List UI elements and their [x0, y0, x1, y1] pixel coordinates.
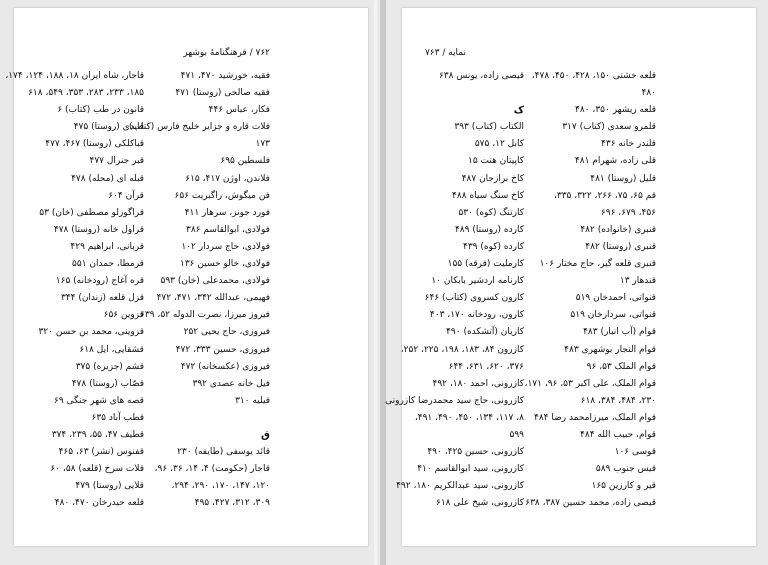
- index-entry: قیر و کارزین ۱۶۵: [591, 481, 656, 492]
- index-entry: قرمطا، حمدان ۵۵۱: [72, 259, 144, 270]
- index-entry: قوام الملک، علی اکبر ۵۳، ۹۶، ۱۷۱،: [524, 378, 656, 389]
- index-entry: قبر جنرال ۴۷۷: [89, 156, 144, 167]
- index-entry: قیصی زاده، یونس ۶۳۸: [438, 71, 524, 81]
- index-entry: قاجار (حکومت) ۴، ۱۴، ۳۶، ۹۶،: [154, 464, 270, 475]
- index-entry: فیروزی (عکسخانه) ۴۷۲: [180, 361, 270, 372]
- index-entry: قلعه خشتی ۱۵۰، ۴۲۸، ۴۵۰، ۴۷۸،: [531, 71, 656, 81]
- index-entry: قلات سرخ (قلعه) ۵۸، ۶۰: [50, 464, 144, 475]
- index-entry: ۴۸۰: [641, 88, 656, 99]
- index-entry: فیروزی، حسین ۳۳۳، ۴۷۲: [175, 344, 270, 355]
- index-entry: قبله ای (محله) ۴۷۸: [71, 173, 144, 184]
- index-entry: قم ۶۵، ۷۵، ۲۶۶، ۳۲۲، ۳۳۵،: [553, 190, 656, 201]
- index-entry: کاخ برازجان ۴۸۷: [461, 173, 524, 184]
- spacer: [150, 410, 270, 427]
- index-entry: ۳۷۶، ۶۲۰، ۶۳۱، ۶۴۴: [448, 361, 524, 372]
- index-entry: قطب آباد ۶۳۵: [91, 412, 144, 423]
- index-entry: قنبری قلعه گیر، حاج مختار ۱۰۶: [539, 259, 656, 270]
- index-entry: فولادی، ابوالقاسم ۳۸۶: [185, 224, 270, 235]
- right-page: [385, 8, 756, 546]
- index-entry: قفنوس (نشر) ۶۳، ۴۶۵: [58, 447, 144, 458]
- index-entry: ۳۰۹، ۳۱۲، ۴۲۷، ۴۹۵: [194, 498, 270, 509]
- index-column-right: [129, 68, 270, 512]
- index-entry: کازرون ۸۴، ۱۸۳، ۱۹۸، ۲۲۵، ۲۵۲،: [400, 344, 524, 355]
- index-entry: قلمرو سعدی (کتاب) ۳۱۷: [562, 122, 656, 133]
- page-gutter-shadow: [374, 0, 377, 565]
- index-entry: قاجار، شاه ایران ۱۸، ۱۸۸، ۱۲۴، ۱۷۴،: [5, 71, 144, 81]
- book-spine: [380, 0, 386, 565]
- index-entry: کازرونی، حسین ۴۲۵، ۴۹۰: [427, 447, 524, 458]
- index-entry: کارون، رودخانه ۱۷۰، ۴۰۳: [429, 310, 524, 321]
- index-entry: قیس جنوب ۵۸۹: [595, 464, 656, 475]
- index-entry: کاپیتان هنت ۱۵: [467, 156, 524, 167]
- index-entry: فیل خانه عصدی ۳۹۲: [192, 378, 270, 389]
- index-entry: فیلیه ۳۱۰: [235, 395, 270, 406]
- index-entry: فورد جونز، سرهار ۴۱۱: [184, 207, 270, 218]
- index-entry: ۱۸۵، ۲۳۳، ۲۸۳، ۳۵۳، ۵۴۹، ۶۱۸: [28, 88, 144, 99]
- index-entry: قباکلکی (روستا) ۴۶۷، ۴۷۷: [45, 139, 144, 150]
- index-entry: قنواتی، سردارخان ۵۱۹: [570, 310, 656, 321]
- index-entry: قلعه حیدرخان ۴۷۰، ۴۸۰: [54, 498, 144, 509]
- index-entry: قوام الملک ۵۳، ۹۶: [586, 361, 656, 372]
- index-entry: کارده (کوه) ۴۳۹: [462, 241, 524, 252]
- index-column-left: [5, 68, 144, 512]
- index-entry: فلات قاره و جزایر خلیج فارس (کتاب): [129, 122, 270, 133]
- index-entry: قوام التجار بوشهری ۴۸۳: [564, 344, 656, 355]
- index-entry: ۲۳۰، ۴۸۴، ۳۸۴، ۶۱۸: [580, 395, 656, 406]
- index-entry: کازرونی، شیخ علی ۶۱۸: [436, 498, 524, 509]
- index-entry: قربانی، ابراهیم ۴۲۹: [70, 241, 144, 252]
- index-entry: کارنامه اردشیر بابکان ۱۰: [431, 276, 524, 287]
- index-entry: فهیمی، عبدالله ۳۴۲، ۴۷۱، ۴۷۲: [156, 293, 270, 304]
- index-entry: ۵۹۹: [509, 429, 524, 440]
- index-entry: قشم (جزیره) ۳۷۵: [75, 361, 144, 372]
- index-entry: قوسی ۱۰۶: [614, 447, 656, 458]
- index-entry: فکار، عباس ۴۴۶: [208, 105, 270, 116]
- index-entry: کاریان (آتشکده) ۴۹۰: [446, 327, 524, 338]
- index-entry: فن میگوش، راگبریت ۶۵۶: [174, 190, 270, 201]
- index-entry: فولادی، حاج سردار ۱۰۲: [181, 241, 270, 252]
- index-entry: کازرونی، سید عبدالکریم ۱۸۰، ۴۹۲: [396, 481, 524, 492]
- page-header: ۷۶۲ / فرهنگنامهٔ بوشهر: [183, 48, 270, 58]
- section-letter: ق: [261, 429, 270, 441]
- index-entry: فیروز میرزا، نصرت الدوله ۵۲، ۶۳۹: [140, 310, 270, 321]
- index-entry: کابل ۱۲، ۵۷۵: [474, 139, 524, 150]
- spacer: [402, 85, 524, 102]
- section-letter: ک: [513, 105, 524, 117]
- index-column-left: [385, 68, 524, 512]
- index-entry: فلاندن، اوژن ۴۱۷، ۶۱۵: [185, 173, 270, 184]
- index-entry: ۱۲۰، ۱۴۷، ۱۷۰، ۲۹۰، ۲۹۴،: [171, 481, 270, 492]
- index-entry: فیروزی، حاج یحیی ۲۵۲: [183, 327, 270, 338]
- index-entry: کارتنگ (کوه) ۵۳۰: [458, 207, 524, 218]
- index-entry: قرآن ۶۰۴: [108, 190, 144, 201]
- index-entry: قزوین ۶۵۶: [103, 310, 144, 321]
- index-entry: قلایی (روستا) ۴۷۹: [75, 481, 144, 492]
- index-entry: قوام، حبیب الله ۴۸۴: [580, 429, 656, 440]
- index-entry: قیصی زاده، محمد حسین ۳۸۷، ۶۳۸: [525, 498, 656, 509]
- index-entry: الکتاب (کتاب) ۳۹۳: [454, 122, 524, 133]
- index-entry: فقیه، خورشید ۴۷۰، ۴۷۱: [180, 71, 270, 81]
- index-entry: فقیه صالحی (روستا) ۴۷۱: [175, 88, 270, 99]
- index-entry: کازرونی، سید ابوالقاسم ۴۱۰: [417, 464, 524, 475]
- index-entry: قشقایی، ایل ۶۱۸: [79, 344, 144, 355]
- index-column-right: [506, 68, 656, 512]
- index-entry: قزوینی، محمد بن حسن ۳۲۰: [38, 327, 144, 338]
- index-entry: کاخ سنگ سیاه ۴۸۸: [452, 190, 524, 201]
- index-entry: ۸، ۱۱۷، ۱۳۴، ۴۵۰، ۴۹۰، ۴۹۱،: [414, 412, 524, 423]
- index-entry: کارون کسروی (کتاب) ۶۴۶: [424, 293, 524, 304]
- index-entry: فولادی، خالو حسین ۱۳۶: [180, 259, 270, 270]
- index-entry: فولادی، محمدعلی (خان) ۵۹۳: [160, 276, 270, 287]
- index-entry: قلیل (روستا) ۴۸۱: [590, 173, 656, 184]
- index-entry: قانون در طب (کتاب) ۶: [57, 105, 144, 116]
- index-entry: قره آغاج (رودخانه) ۱۶۵: [55, 276, 144, 287]
- index-entry: ۱۷۳: [255, 139, 270, 150]
- index-entry: کازرونی، حاج سید محمدرضا کازرونی: [385, 395, 524, 406]
- index-entry: قوام (آب انبار) ۴۸۳: [583, 327, 656, 338]
- index-entry: قراگوزلو مصطفی (خان) ۵۳: [39, 207, 144, 218]
- index-entry: کارملیت (فرقه) ۱۵۵: [447, 259, 524, 270]
- index-entry: کارده (روستا) ۴۸۹: [454, 224, 524, 235]
- index-entry: ۴۵۶، ۶۷۹، ۶۹۶: [600, 207, 656, 218]
- index-entry: قوام الملک، میرزامحمد رضا ۴۸۴: [533, 412, 656, 423]
- index-entry: قندهار ۱۳: [619, 276, 656, 287]
- index-entry: قایدی (روستا) ۴۷۵: [73, 122, 144, 133]
- index-entry: قائد یوسفی (طایفه) ۲۳۰: [177, 447, 270, 458]
- page-header: نمایه / ۷۶۳: [424, 48, 466, 58]
- index-entry: قلی زاده، شهرام ۴۸۱: [574, 156, 656, 167]
- index-entry: قلعه ریشهر ۳۵۰، ۴۸۰: [575, 105, 656, 116]
- index-entry: فلسطین ۶۹۵: [220, 156, 270, 167]
- left-page: [5, 8, 368, 546]
- index-entry: قصه های شهر جنگی ۶۹: [54, 395, 144, 406]
- index-entry: قطیف ۴۷، ۵۵، ۲۳۹، ۳۷۴: [51, 429, 144, 440]
- index-entry: قراول خانه (روستا) ۴۷۸: [53, 224, 144, 235]
- index-entry: کازرونی، احمد ۱۸۰، ۴۹۲: [432, 378, 524, 389]
- index-entry: قنبری (روستا) ۴۸۲: [585, 241, 656, 252]
- index-entry: قنبری (خانواده) ۴۸۲: [580, 224, 656, 235]
- index-entry: قنواتی، احمدخان ۵۱۹: [575, 293, 656, 304]
- index-entry: قلندر خانه ۴۳۶: [601, 139, 656, 150]
- index-entry: قزل قلعه (زندان) ۳۴۴: [60, 293, 144, 304]
- index-entry: قصّاب (روستا) ۴۷۸: [71, 378, 144, 389]
